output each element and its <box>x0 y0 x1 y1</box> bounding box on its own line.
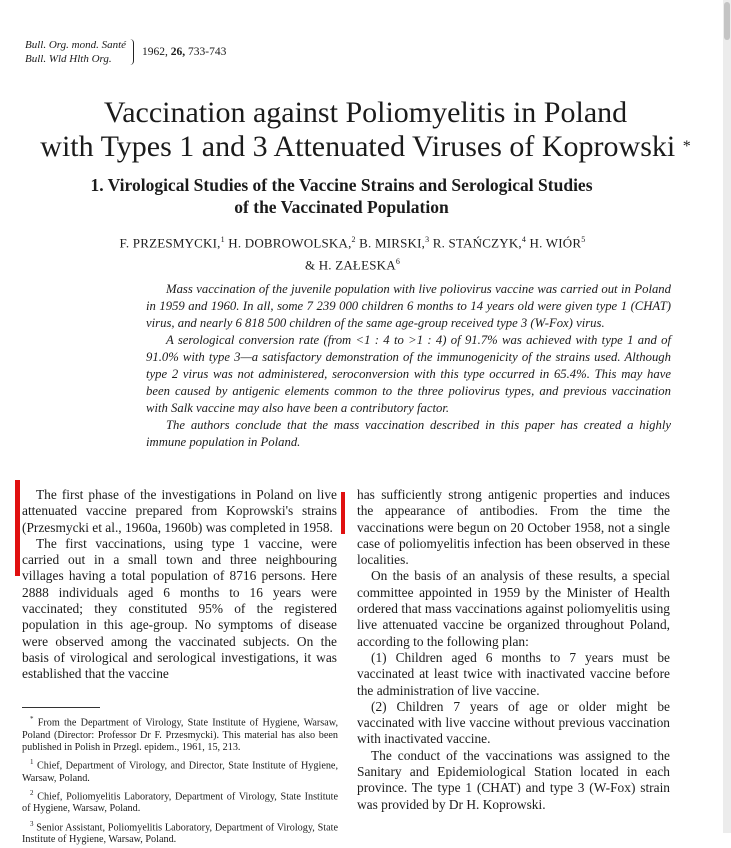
citation-brace <box>130 39 134 65</box>
body-paragraph: has sufficiently strong antigenic properties and induces the appearance of antibodies. From the time the vaccinations were begun on 20 October 1958, not a single case of poliomyelitis infection has been observed in these localities. <box>357 487 670 568</box>
subtitle-line-1: 1. Virological Studies of the Vaccine Strains and Serological Studies <box>90 175 593 195</box>
author-name: B. MIRSKI, <box>359 235 426 251</box>
abstract <box>146 281 671 451</box>
author-list <box>0 230 705 275</box>
author-line-1 <box>0 230 705 252</box>
footnote-text: From the Department of Virology, State Institute of Hygiene, Warsaw, Poland (Director: Professor Dr F. Przesmycki). This material has also been published in Polish in Przegl. epidem., 1961, 15, 213. <box>22 717 339 753</box>
author-name: F. PRZESMYCKI, <box>119 235 221 251</box>
footnote-divider <box>22 707 100 708</box>
abstract-paragraph: A serological conversion rate (from <1 : 4 to >1 : 4) of 91.7% was achieved with type 1 and of 91.0% with type 3—a satisfactory demonstration of the immunogenicity of the strains used. Although type 2 virus was not administered, seroconversion with this type occurred in 65.4%. This may have been caused by antigenic elements common to the three poliovirus types, and previous vaccination with Salk vaccine may also have been a contributory factor. <box>146 333 671 415</box>
footnote-mark: 1 <box>30 758 34 766</box>
journal-names <box>25 38 130 66</box>
citation-pages: 733-743 <box>188 46 227 58</box>
author-affiliation-mark: 1 <box>220 235 225 244</box>
subtitle-line-2: of the Vaccinated Population <box>234 197 449 217</box>
body-paragraph: On the basis of an analysis of these results, a special committee appointed in 1959 by the Minister of Health ordered that mass vaccinations against poliomyelitis using live attenuated vaccine be organized throughout Poland, according to the following plan: <box>357 568 670 649</box>
citation-year: 1962, <box>142 46 168 58</box>
body-paragraph: The first phase of the investigations in Poland on live attenuated vaccine prepared from Koprowski's strains (Przesmycki et al., 1960a, 1960b) was completed in 1958. <box>22 487 337 535</box>
footnote <box>22 713 338 754</box>
body-paragraph: (2) Children 7 years of age or older might be vaccinated with live vaccine without previous vaccination with inactivated vaccine. <box>357 698 670 747</box>
footnote <box>22 818 338 847</box>
body-column-left <box>22 487 337 683</box>
author-affiliation-mark: 5 <box>581 235 586 244</box>
author-name: & H. ZAŁESKA <box>304 257 396 273</box>
journal-name-english: Bull. Wld Hlth Org. <box>25 53 112 65</box>
author-name: H. WIÓR <box>529 235 582 251</box>
footnotes <box>22 713 338 848</box>
footnote-mark: 3 <box>30 819 34 828</box>
abstract-paragraph: Mass vaccination of the juvenile population with live poliovirus vaccine was carried out in Poland in 1959 and 1960. In all, some 7 239 000 children 6 months to 14 years old were given type 1 (CHAT) virus, and nearly 6 818 500 children of the same age-group received type 3 (W-Fox) virus. <box>146 282 671 330</box>
footnote <box>22 756 338 785</box>
abstract-paragraph: The authors conclude that the mass vaccination described in this paper has created a highly immune population in Poland. <box>146 418 671 449</box>
highlight-bar-left <box>15 480 20 576</box>
journal-citation <box>25 38 226 66</box>
body-paragraph: (1) Children aged 6 months to 7 years must be vaccinated at least twice with inactivated vaccine before the administration of live vaccine. <box>357 649 670 698</box>
citation-reference <box>142 46 226 58</box>
footnote-mark: * <box>30 715 34 723</box>
author-affiliation-mark: 3 <box>425 235 430 244</box>
citation-volume: 26, <box>170 46 186 58</box>
author-affiliation-mark: 2 <box>351 235 356 244</box>
footnote-text: Chief, Poliomyelitis Laboratory, Department of Virology, State Institute of Hygiene, Warsaw, Poland. <box>22 791 338 815</box>
title-line-1: Vaccination against Poliomyelitis in Poland <box>103 96 628 129</box>
footnote-text: Senior Assistant, Poliomyelitis Laboratory, Department of Virology, State Institute of Hygiene, Warsaw, Poland. <box>22 821 338 846</box>
body-paragraph: The first vaccinations, using type 1 vaccine, were carried out in a small town and three neighbouring villages having a total population of 8716 persons. Here 2888 individuals aged 6 months to 16 years were vaccinated; they constituted 95% of the registered population in this age-group. No symptoms of disease were observed among the vaccinated subjects. On the basis of virological and serological investigations, it was established that the vaccine <box>22 535 337 682</box>
body-paragraph: The conduct of the vaccinations was assigned to the Sanitary and Epidemiological Station located in each province. The type 1 (CHAT) and type 3 (W-Fox) strain was provided by Dr H. Koprowski. <box>357 747 670 812</box>
title-footnote-mark: * <box>682 138 691 155</box>
footnote-text: Chief, Department of Virology, and Director, State Institute of Hygiene, Warsaw, Poland. <box>22 760 339 784</box>
article-title <box>0 96 731 164</box>
author-affiliation-mark: 4 <box>521 235 527 244</box>
footnote <box>22 787 338 816</box>
footnote-mark: 2 <box>30 788 34 797</box>
author-line-2 <box>0 252 705 274</box>
author-name: R. STAŃCZYK, <box>432 235 522 251</box>
author-affiliation-mark: 6 <box>395 257 401 267</box>
title-line-2: with Types 1 and 3 Attenuated Viruses of Koprowski <box>40 130 676 163</box>
journal-name-french: Bull. Org. mond. Santé <box>25 39 127 51</box>
body-column-right <box>357 487 670 813</box>
scrollbar-thumb[interactable] <box>724 2 730 40</box>
author-name: H. DOBROWOLSKA, <box>228 235 352 251</box>
highlight-bar-middle <box>341 492 345 534</box>
article-subtitle <box>0 174 683 218</box>
